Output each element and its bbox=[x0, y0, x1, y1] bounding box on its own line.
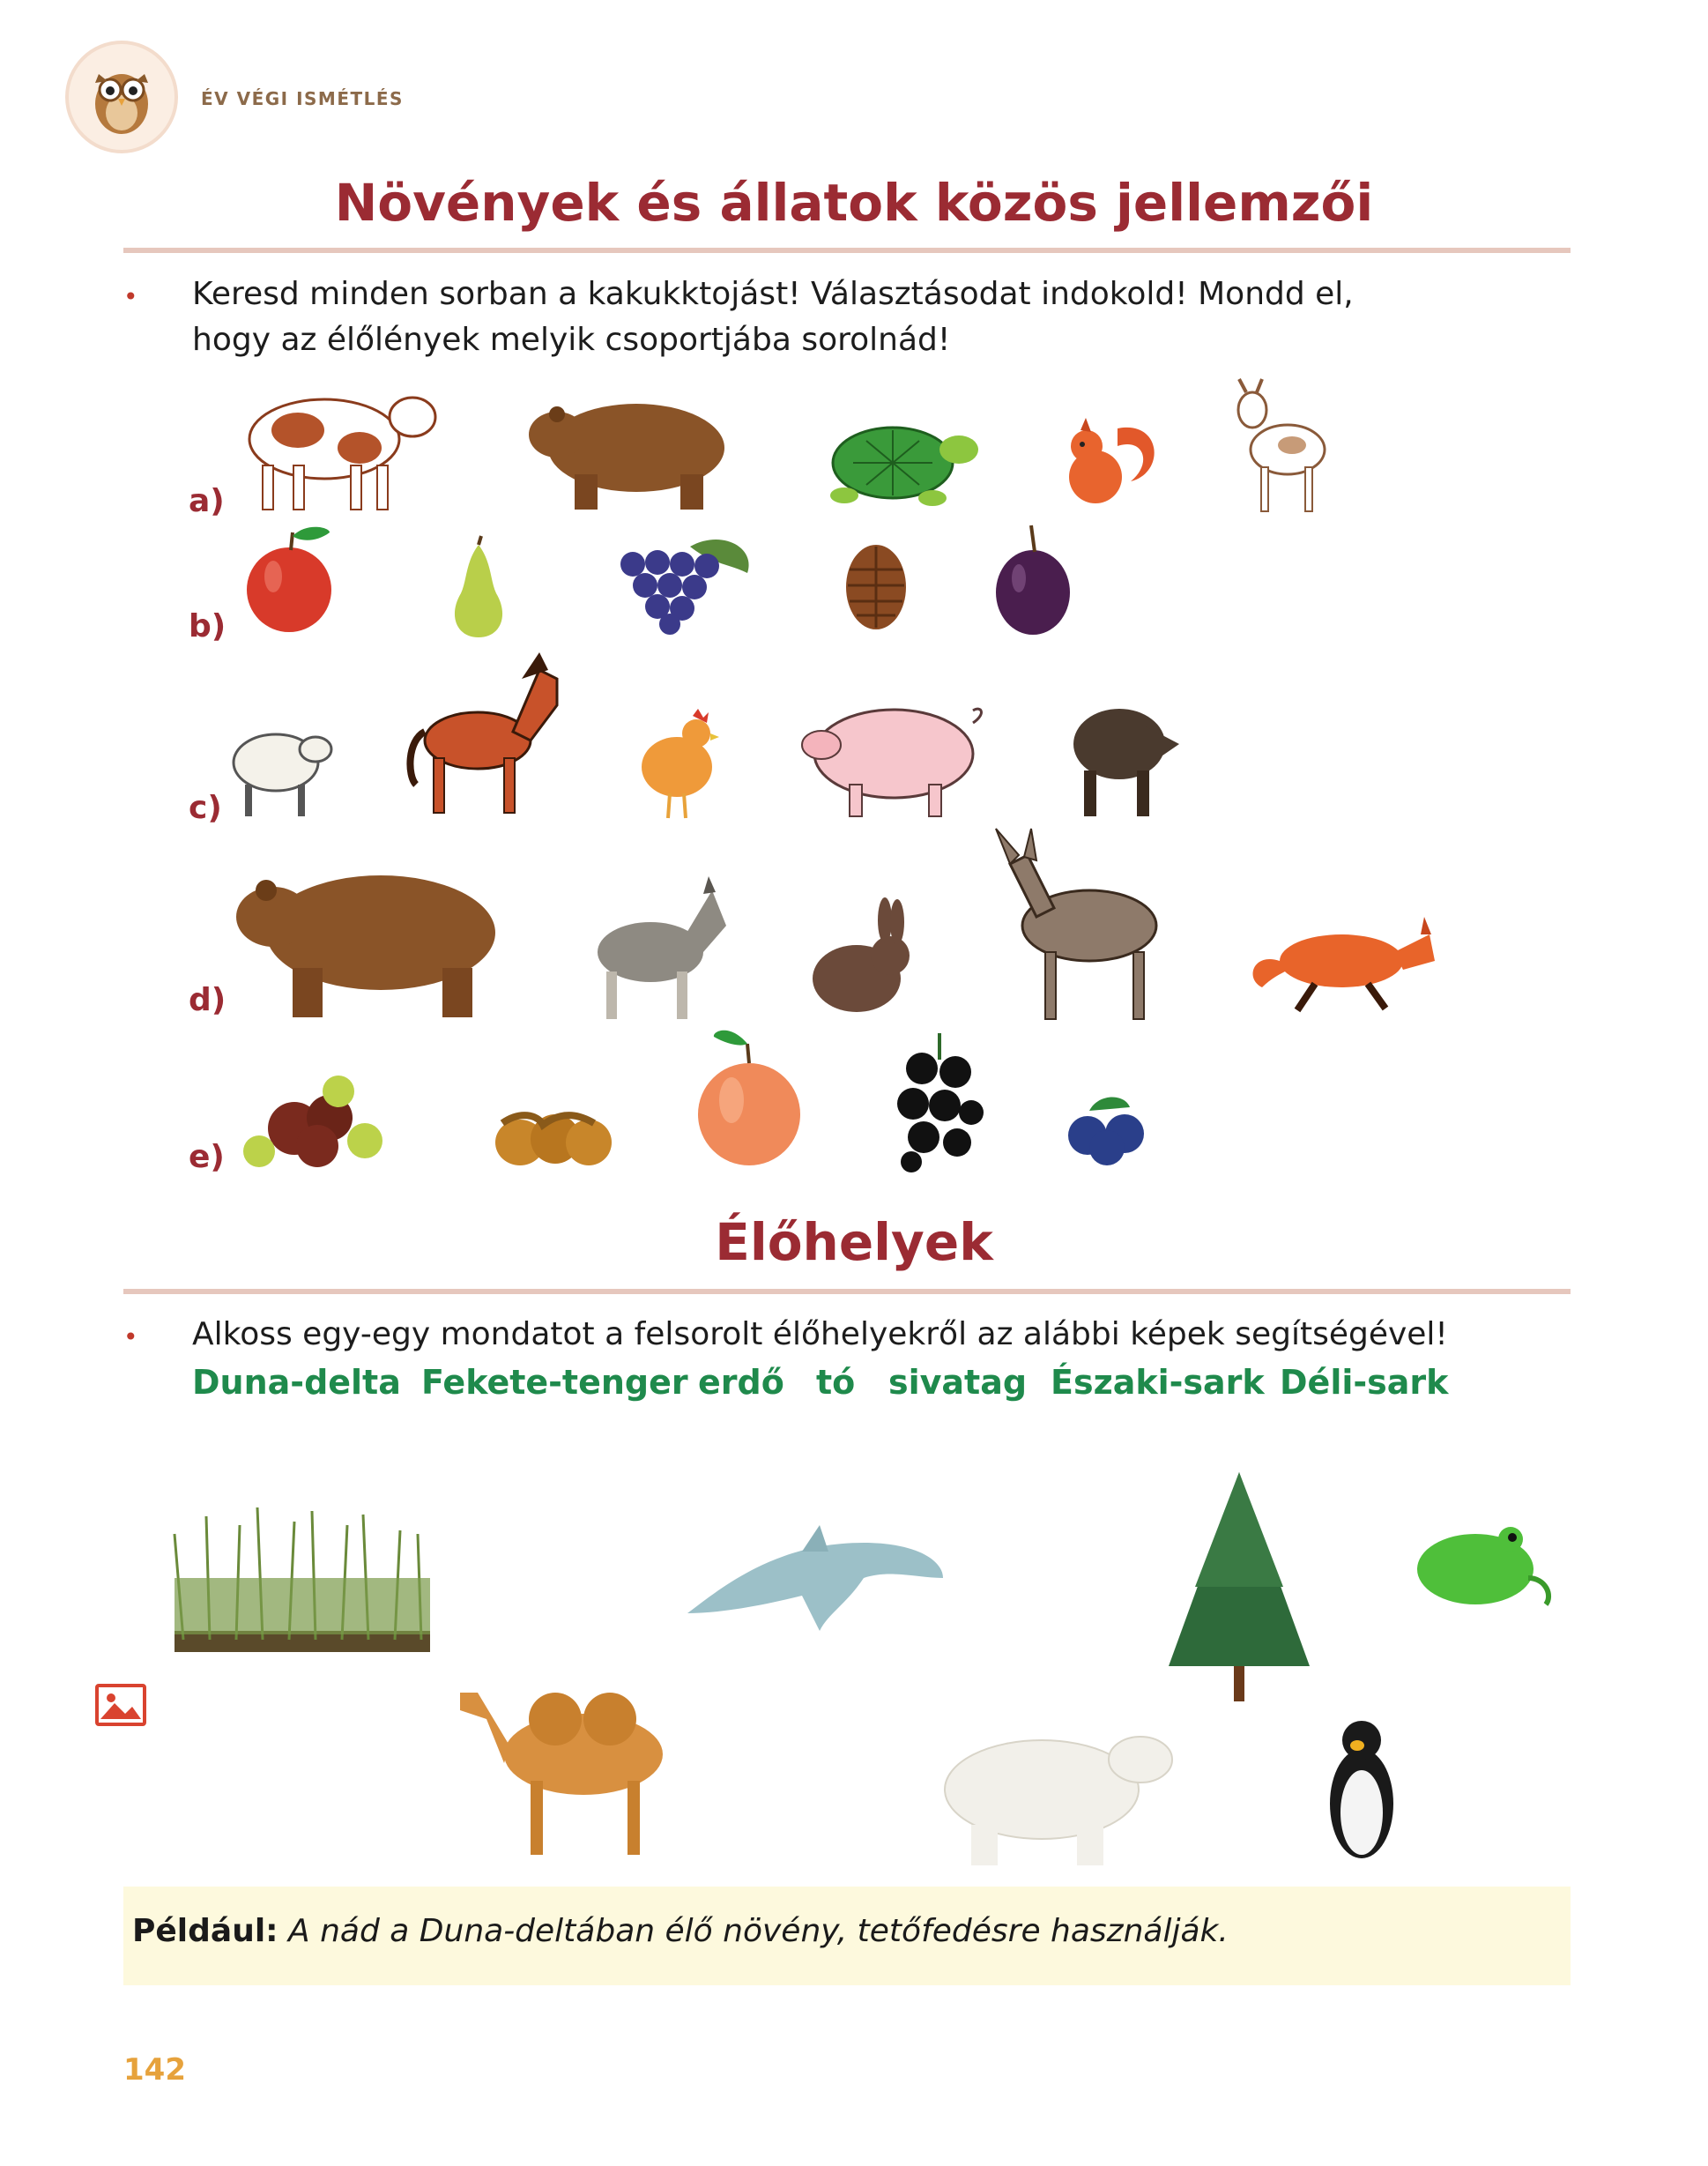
chestnut-icon bbox=[233, 1067, 400, 1172]
habitat-word: Északi-sark bbox=[1051, 1363, 1265, 1402]
sheep-icon bbox=[227, 723, 333, 820]
bear-icon bbox=[231, 862, 504, 1021]
row-label: b) bbox=[189, 608, 226, 644]
pear-icon bbox=[439, 536, 518, 642]
image-icon[interactable] bbox=[95, 1684, 146, 1726]
title-underline bbox=[123, 1289, 1571, 1294]
row-label: e) bbox=[189, 1139, 225, 1175]
bear-icon bbox=[531, 395, 735, 511]
section-title: Élőhelyek bbox=[715, 1212, 993, 1272]
instruction-line: Alkoss egy-egy mondatot a felsorolt élőhelyekről az alábbi képek segítségével! bbox=[192, 1316, 1448, 1352]
dolphin-icon bbox=[670, 1516, 952, 1640]
habitat-word: Fekete-tenger bbox=[421, 1363, 688, 1402]
image-glyph-icon bbox=[99, 1687, 143, 1723]
bullet: • bbox=[123, 282, 138, 311]
reed-icon bbox=[148, 1499, 457, 1657]
turtle-icon bbox=[818, 414, 977, 511]
grapes-icon bbox=[606, 529, 756, 635]
wolf-icon bbox=[589, 873, 730, 1023]
title-underline bbox=[123, 248, 1571, 253]
plum-icon bbox=[991, 524, 1079, 638]
example-lead: Például: bbox=[132, 1913, 278, 1949]
habitat-word: sivatag bbox=[888, 1363, 1028, 1402]
squirrel-icon bbox=[1056, 411, 1162, 517]
donkey-icon bbox=[992, 829, 1169, 1023]
fox-icon bbox=[1244, 899, 1438, 1014]
frog-icon bbox=[1405, 1516, 1555, 1622]
habitat-word: Duna-delta bbox=[192, 1363, 401, 1402]
example-body: A nád a Duna-deltában élő növény, tetőfedésre használják. bbox=[288, 1913, 1229, 1949]
acorn-icon bbox=[485, 1093, 617, 1172]
page-number: 142 bbox=[123, 2052, 186, 2088]
hen-icon bbox=[635, 705, 723, 820]
habitat-word: Déli-sark bbox=[1280, 1363, 1449, 1402]
row-label: a) bbox=[189, 483, 225, 519]
instruction-line: Keresd minden sorban a kakukktojást! Választásodat indokold! Mondd el, bbox=[192, 276, 1354, 312]
horse-icon bbox=[407, 644, 566, 820]
pine-tree-icon bbox=[1151, 1463, 1327, 1710]
cow-icon bbox=[227, 377, 448, 518]
row-label: d) bbox=[189, 982, 226, 1018]
penguin-icon bbox=[1322, 1716, 1401, 1865]
instruction-line: hogy az élőlények melyik csoportjába sorolnád! bbox=[192, 322, 951, 358]
pinecone-icon bbox=[841, 534, 911, 631]
habitat-word: erdő bbox=[698, 1363, 784, 1402]
row-label: c) bbox=[189, 790, 222, 826]
section-title: Növények és állatok közös jellemzői bbox=[334, 173, 1374, 233]
camel-icon bbox=[451, 1666, 689, 1860]
running-head: ÉV VÉGI ISMÉTLÉS bbox=[201, 88, 404, 109]
goat-icon bbox=[1230, 379, 1336, 516]
bullet: • bbox=[123, 1322, 138, 1351]
peach-icon bbox=[694, 1023, 809, 1172]
owl-icon bbox=[69, 44, 175, 150]
pig-icon bbox=[797, 696, 991, 820]
polar-bear-icon bbox=[936, 1710, 1174, 1869]
example-sentence bbox=[132, 1913, 1229, 1949]
blueberry-icon bbox=[1063, 1093, 1151, 1167]
rabbit-icon bbox=[804, 906, 918, 1021]
apple-icon bbox=[245, 524, 342, 638]
boar-icon bbox=[1066, 691, 1181, 820]
blackcurrant-icon bbox=[887, 1033, 984, 1174]
habitat-word: tó bbox=[816, 1363, 856, 1402]
owl-logo bbox=[69, 44, 175, 150]
